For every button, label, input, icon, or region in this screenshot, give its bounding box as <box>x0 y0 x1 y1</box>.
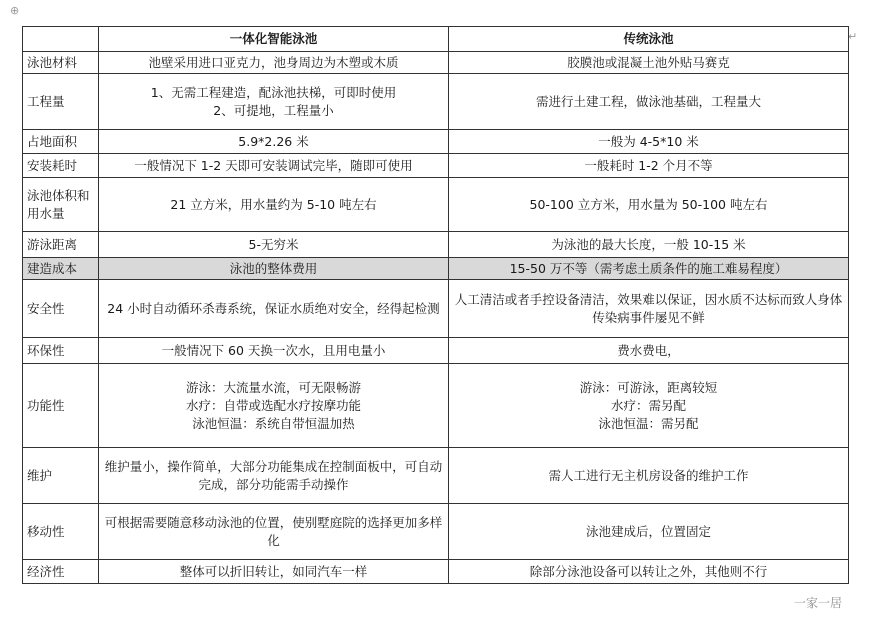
traditional-pool-cell <box>449 74 849 130</box>
row-label: 移动性 <box>23 504 99 560</box>
traditional-pool-cell <box>449 560 849 584</box>
table-row <box>23 504 849 560</box>
integrated-pool-cell <box>99 258 449 280</box>
table-row <box>23 74 849 130</box>
table-row <box>23 154 849 178</box>
cell-text-line: 泳池建成后，位置固定 <box>585 523 711 539</box>
cell-text-line: 池壁采用进口亚克力，池身周边为木塑或木质 <box>148 54 399 70</box>
cell-text-line: 5.9*2.26 米 <box>238 133 309 149</box>
row-label: 建造成本 <box>23 258 99 280</box>
table-row <box>23 232 849 258</box>
cell-text-line: 除部分泳池设备可以转让之外，其他则不行 <box>529 563 768 579</box>
row-label: 工程量 <box>23 74 99 130</box>
table-row <box>23 560 849 584</box>
cell-text-line: 人工清洁或者手控设备清洁，效果难以保证，因水质不达标而致人身体传染病事件屡见不鲜 <box>454 291 843 325</box>
cell-text-line: 一般耗时 1-2 个月不等 <box>584 157 713 173</box>
integrated-pool-cell <box>99 52 449 74</box>
watermark: 一家一居 <box>793 596 842 610</box>
row-label: 泳池材料 <box>23 52 99 74</box>
cell-text-line: 泳池恒温：需另配 <box>598 415 699 431</box>
cell-text-line: 维护量小，操作简单，大部分功能集成在控制面板中，可自动完成，部分功能需手动操作 <box>104 458 443 492</box>
traditional-pool-cell <box>449 448 849 504</box>
cell-text-line: 5-无穷米 <box>248 236 299 252</box>
table-row <box>23 364 849 448</box>
row-label: 占地面积 <box>23 130 99 154</box>
integrated-pool-cell <box>99 280 449 338</box>
cell-text-line: 水疗：需另配 <box>610 397 686 413</box>
comparison-table <box>22 26 849 584</box>
cell-text-line: 水疗：自带或选配水疗按摩功能 <box>185 397 361 413</box>
row-label: 环保性 <box>23 338 99 364</box>
cell-text-line: 泳池恒温：系统自带恒温加热 <box>192 415 355 431</box>
paragraph-mark-icon: ↵ <box>848 30 858 43</box>
integrated-pool-cell <box>99 560 449 584</box>
traditional-pool-cell <box>449 504 849 560</box>
cell-text-line: 一般为 4-5*10 米 <box>598 133 699 149</box>
row-label: 安装耗时 <box>23 154 99 178</box>
cell-text-line: 游泳：大流量水流，可无限畅游 <box>185 379 361 395</box>
cell-text-line: 一般情况下 1-2 天即可安装调试完毕，随即可使用 <box>134 157 413 173</box>
header-integrated-pool: 一体化智能泳池 <box>99 27 449 52</box>
integrated-pool-cell <box>99 448 449 504</box>
cell-text-line: 需进行土建工程，做泳池基础，工程量大 <box>535 93 761 109</box>
traditional-pool-cell <box>449 364 849 448</box>
integrated-pool-cell <box>99 338 449 364</box>
table-row <box>23 258 849 280</box>
table-row <box>23 130 849 154</box>
table-row <box>23 280 849 338</box>
cell-text-line: 胶膜池或混凝土池外贴马赛克 <box>567 54 730 70</box>
cell-text-line: 游泳：可游泳，距离较短 <box>579 379 718 395</box>
anchor-mark-icon: ⊕ <box>10 4 20 17</box>
cell-text-line: 24 小时自动循环杀毒系统，保证水质绝对安全，经得起检测 <box>107 300 440 316</box>
cell-text-line: 为泳池的最大长度，一般 10-15 米 <box>551 236 746 252</box>
traditional-pool-cell <box>449 178 849 232</box>
table-row <box>23 52 849 74</box>
integrated-pool-cell <box>99 154 449 178</box>
cell-text-line: 21 立方米，用水量约为 5-10 吨左右 <box>170 196 377 212</box>
cell-text-line: 一般情况下 60 天换一次水，且用电量小 <box>161 342 386 358</box>
traditional-pool-cell <box>449 258 849 280</box>
row-label: 泳池体积和用水量 <box>23 178 99 232</box>
integrated-pool-cell <box>99 232 449 258</box>
row-label: 安全性 <box>23 280 99 338</box>
cell-text-line: 50-100 立方米，用水量为 50-100 吨左右 <box>529 196 768 212</box>
traditional-pool-cell <box>449 232 849 258</box>
integrated-pool-cell <box>99 178 449 232</box>
cell-text-line: 15-50 万不等（需考虑土质条件的施工难易程度） <box>509 260 788 276</box>
table-row <box>23 178 849 232</box>
header-empty-cell <box>23 27 99 52</box>
integrated-pool-cell <box>99 364 449 448</box>
table-header-row <box>23 27 849 52</box>
cell-text-line: 泳池的整体费用 <box>229 260 318 276</box>
cell-text-line: 1、无需工程建造，配泳池扶梯，可即时使用 <box>150 84 397 100</box>
traditional-pool-cell <box>449 280 849 338</box>
traditional-pool-cell <box>449 154 849 178</box>
cell-text-line: 可根据需要随意移动泳池的位置，使别墅庭院的选择更加多样化 <box>104 514 443 548</box>
cell-text-line: 整体可以折旧转让，如同汽车一样 <box>179 563 368 579</box>
table-row <box>23 338 849 364</box>
integrated-pool-cell <box>99 504 449 560</box>
traditional-pool-cell <box>449 52 849 74</box>
integrated-pool-cell <box>99 130 449 154</box>
traditional-pool-cell <box>449 130 849 154</box>
traditional-pool-cell <box>449 338 849 364</box>
table-row <box>23 448 849 504</box>
row-label: 功能性 <box>23 364 99 448</box>
cell-text-line: 需人工进行无主机房设备的维护工作 <box>548 467 749 483</box>
cell-text-line: 2、可提地，工程量小 <box>213 102 334 118</box>
row-label: 维护 <box>23 448 99 504</box>
header-traditional-pool: 传统泳池 <box>449 27 849 52</box>
row-label: 经济性 <box>23 560 99 584</box>
row-label: 游泳距离 <box>23 232 99 258</box>
cell-text-line: 费水费电， <box>617 342 680 358</box>
integrated-pool-cell <box>99 74 449 130</box>
